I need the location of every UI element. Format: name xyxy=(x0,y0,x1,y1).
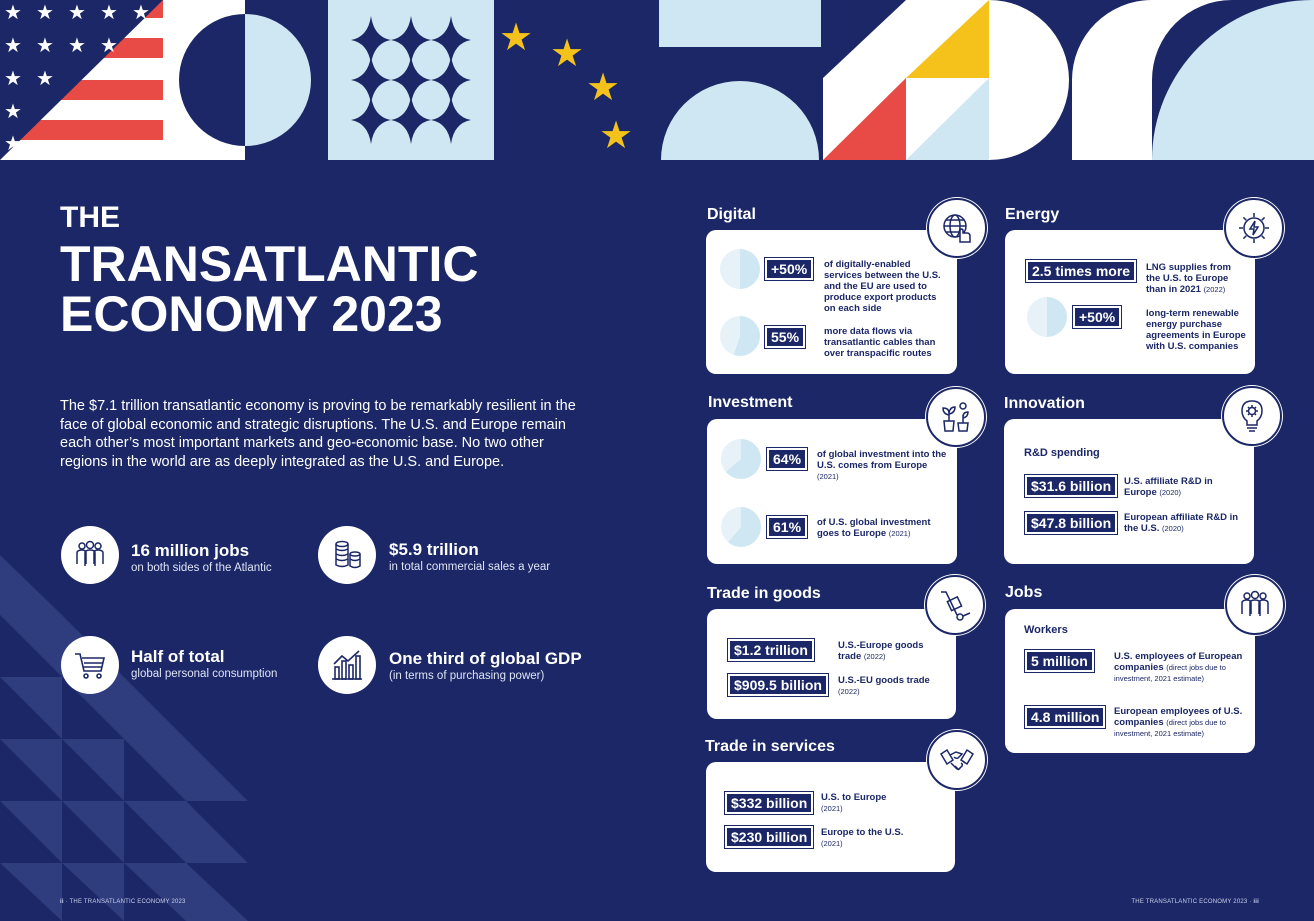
svg-text:★: ★ xyxy=(100,33,118,57)
jobs-label: Workers xyxy=(1024,624,1068,636)
investment-pie-2 xyxy=(721,507,761,547)
goods-card xyxy=(707,609,956,719)
innovation-value-1: $31.6 billion xyxy=(1027,477,1115,495)
svg-text:★: ★ xyxy=(4,66,22,90)
page-title xyxy=(60,201,479,342)
svg-text:★: ★ xyxy=(499,15,534,59)
svg-text:★: ★ xyxy=(4,33,22,57)
services-card xyxy=(706,762,955,872)
services-value-2: $230 billion xyxy=(727,828,811,846)
jobs-value-2: 4.8 million xyxy=(1027,708,1103,726)
jobs-text-1-note: (direct jobs due to investment, 2021 estimate) xyxy=(1114,663,1226,683)
lightbulb-gear-icon xyxy=(1222,386,1282,446)
jobs-card xyxy=(1005,609,1255,753)
digital-pie-2 xyxy=(720,316,760,356)
innovation-value-2: $47.8 billion xyxy=(1027,514,1115,532)
innovation-text-2 xyxy=(1124,512,1248,534)
jobs-value-1: 5 million xyxy=(1027,652,1092,670)
coins-icon xyxy=(318,526,376,584)
investment-text-1-note: (2021) xyxy=(817,472,839,481)
stat-sub-jobs: on both sides of the Atlantic xyxy=(131,562,272,574)
services-text-1 xyxy=(821,792,931,814)
services-title: Trade in services xyxy=(705,738,835,755)
energy-value-1: 2.5 times more xyxy=(1028,262,1134,280)
footer-right-page: iii xyxy=(1253,899,1259,905)
stat-title-jobs: 16 million jobs xyxy=(131,541,250,560)
services-text-2 xyxy=(821,827,931,849)
energy-text-1-note: (2022) xyxy=(1203,285,1226,294)
investment-pie-1 xyxy=(721,439,761,479)
footer-left xyxy=(60,899,186,905)
digital-text-2: more data flows via transatlantic cables than over transpacific routes xyxy=(824,326,936,359)
svg-text:★: ★ xyxy=(599,113,634,157)
jobs-text-2-note: (direct jobs due to investment, 2021 estimate) xyxy=(1114,718,1226,738)
globe-icon xyxy=(927,198,987,258)
svg-text:★: ★ xyxy=(4,0,22,24)
goods-text-1-note: (2022) xyxy=(863,652,886,661)
workers-icon xyxy=(1225,575,1285,635)
svg-text:★: ★ xyxy=(4,131,22,155)
svg-text:★: ★ xyxy=(550,31,585,75)
innovation-text-2-main: European affiliate R&D in the U.S. xyxy=(1124,512,1239,534)
handshake-icon xyxy=(927,730,987,790)
jobs-title: Jobs xyxy=(1005,584,1043,601)
jobs-text-2-main: European employees of U.S. companies xyxy=(1114,706,1243,728)
innovation-label: R&D spending xyxy=(1024,447,1100,459)
chart-icon xyxy=(318,636,376,694)
goods-value-1: $1.2 trillion xyxy=(730,641,812,659)
services-value-1: $332 billion xyxy=(727,794,811,812)
svg-text:★: ★ xyxy=(68,33,86,57)
investment-value-2: 61% xyxy=(769,518,805,536)
stat-title-sales: $5.9 trillion xyxy=(389,540,479,559)
services-text-2-main: Europe to the U.S. xyxy=(821,827,904,838)
jobs-text-1 xyxy=(1114,651,1249,684)
services-text-1-note: (2021) xyxy=(821,804,843,813)
innovation-text-2-note: (2020) xyxy=(1162,524,1184,533)
stat-sub-gdp: (in terms of purchasing power) xyxy=(389,670,545,682)
digital-value-2: 55% xyxy=(767,328,803,346)
innovation-text-1 xyxy=(1124,476,1234,498)
svg-text:★: ★ xyxy=(586,65,621,109)
footer-right-text: THE TRANSATLANTIC ECONOMY 2023 · xyxy=(1131,899,1254,905)
plant-growth-icon xyxy=(926,387,986,447)
hand-truck-icon xyxy=(925,575,985,635)
innovation-text-1-main: U.S. affiliate R&D in Europe xyxy=(1124,476,1213,498)
energy-text-1 xyxy=(1146,262,1246,295)
investment-text-2-note: (2021) xyxy=(888,529,911,538)
title-line-1: TRANSATLANTIC xyxy=(60,236,479,292)
decorative-banner xyxy=(0,0,1314,162)
gear-bolt-icon xyxy=(1224,198,1284,258)
goods-text-1-main: U.S.-Europe goods trade xyxy=(838,640,924,662)
goods-title: Trade in goods xyxy=(707,585,821,602)
energy-pie-2 xyxy=(1027,297,1067,337)
investment-card xyxy=(707,419,957,564)
goods-value-2: $909.5 billion xyxy=(730,676,826,694)
svg-text:★: ★ xyxy=(68,0,86,24)
services-text-2-note: (2021) xyxy=(821,839,843,848)
stat-title-gdp: One third of global GDP xyxy=(389,649,582,668)
footer-right xyxy=(1131,899,1259,905)
investment-text-1-main: of global investment into the U.S. comes from Europe xyxy=(817,449,947,471)
goods-text-2 xyxy=(838,675,938,697)
svg-text:★: ★ xyxy=(4,99,22,123)
digital-pie-1 xyxy=(720,249,760,289)
svg-text:★: ★ xyxy=(132,0,150,24)
jobs-text-2 xyxy=(1114,706,1249,739)
stat-sub-consumption: global personal consumption xyxy=(131,668,278,680)
stat-title-consumption: Half of total xyxy=(131,647,225,666)
svg-text:★: ★ xyxy=(100,0,118,24)
title-line-2: ECONOMY 2023 xyxy=(60,286,443,342)
title-small: THE xyxy=(60,201,120,234)
digital-title: Digital xyxy=(707,206,756,223)
investment-text-1 xyxy=(817,449,949,482)
eu-stars xyxy=(499,15,633,157)
svg-text:★: ★ xyxy=(36,66,54,90)
energy-value-2: +50% xyxy=(1075,308,1119,326)
digital-value-1: +50% xyxy=(767,260,811,278)
footer-left-page: ii xyxy=(60,899,64,905)
stat-sub-sales: in total commercial sales a year xyxy=(389,561,551,573)
intro-paragraph: The $7.1 trillion transatlantic economy is proving to be remarkably resilient in the face of global economic and strategic disruptions. The U.S. and Europe remain each other’s most important markets and geo-economic base. No two other regions in the world are as deeply integrated as the U.S. and Europe. xyxy=(60,398,576,470)
innovation-title: Innovation xyxy=(1004,395,1085,412)
investment-title: Investment xyxy=(708,394,793,411)
goods-text-2-note: (2022) xyxy=(838,687,860,696)
jobs-text-1-main: U.S. employees of European companies xyxy=(1114,651,1243,673)
energy-card xyxy=(1005,230,1255,374)
energy-text-2: long-term renewable energy purchase agreements in Europe with U.S. companies xyxy=(1146,308,1246,352)
footer-left-text: · THE TRANSATLANTIC ECONOMY 2023 xyxy=(63,899,186,905)
goods-text-1 xyxy=(838,640,938,662)
cart-icon xyxy=(61,636,119,694)
services-text-1-main: U.S. to Europe xyxy=(821,792,887,803)
digital-text-1: of digitally-enabled services between the U.S. and the EU are used to produce export products on each side xyxy=(824,259,941,314)
goods-text-2-main: U.S.-EU goods trade xyxy=(838,675,930,686)
digital-card xyxy=(706,230,957,374)
innovation-card xyxy=(1004,419,1254,564)
innovation-text-1-note: (2020) xyxy=(1159,488,1182,497)
investment-value-1: 64% xyxy=(769,450,805,468)
energy-text-1-main: LNG supplies from the U.S. to Europe than in 2021 xyxy=(1146,262,1231,295)
svg-text:★: ★ xyxy=(36,33,54,57)
svg-text:★: ★ xyxy=(36,0,54,24)
investment-text-2-main: of U.S. global investment goes to Europe xyxy=(817,517,931,539)
investment-text-2 xyxy=(817,517,937,539)
energy-title: Energy xyxy=(1005,206,1060,223)
people-icon xyxy=(61,526,119,584)
decorative-triangles xyxy=(0,555,280,921)
